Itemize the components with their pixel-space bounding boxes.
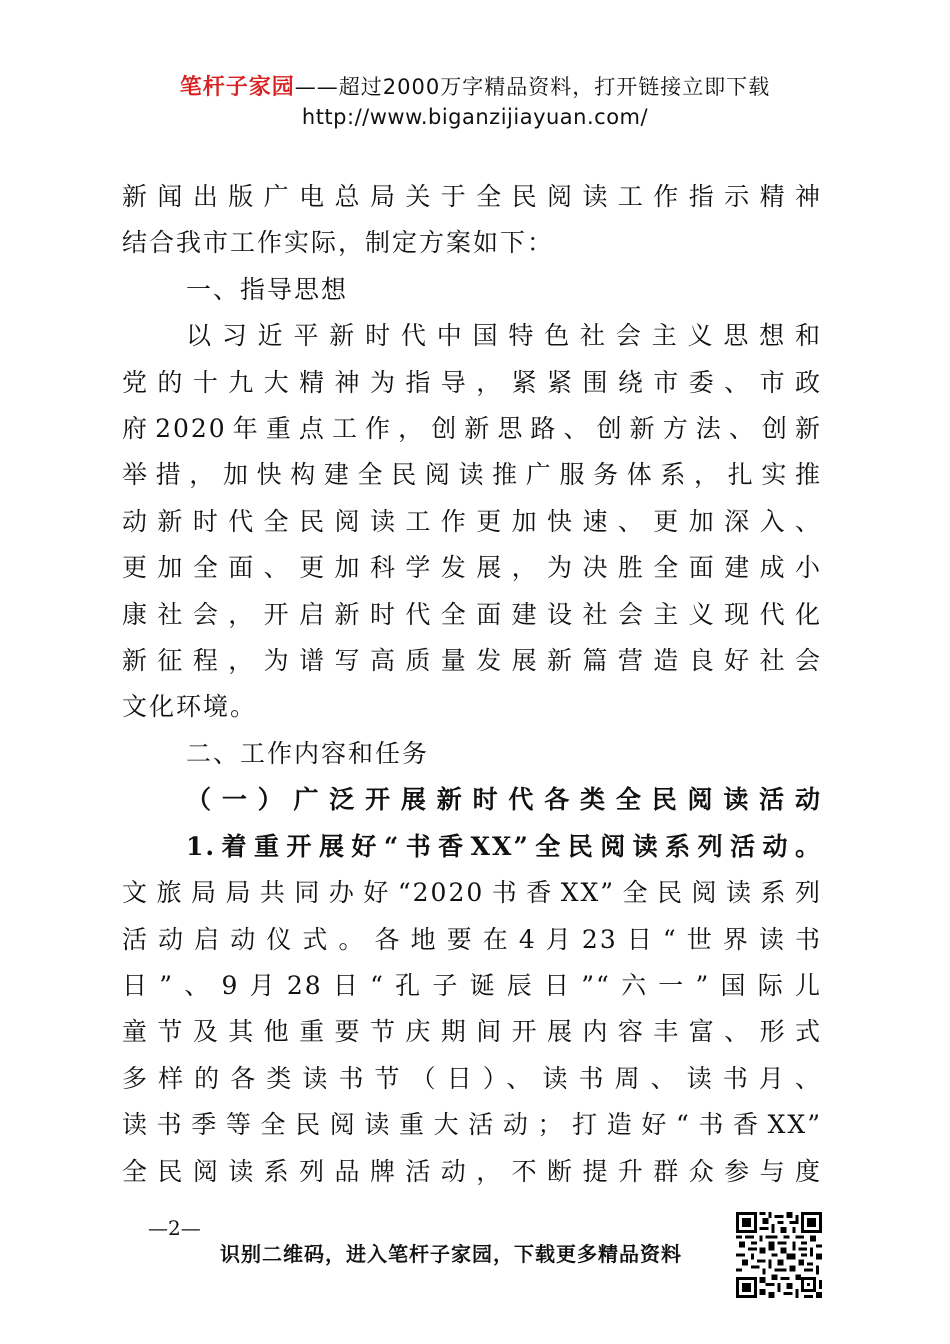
header-url[interactable]: http://www.biganzijiayuan.com/	[301, 105, 649, 129]
body-line: 童节及其他重要节庆期间开展内容丰富、形式	[122, 1017, 822, 1047]
section-heading: 一、指导思想	[186, 274, 349, 304]
header-line	[0, 72, 950, 102]
body-line: 康社会，开启新时代全面建设社会主义现代化	[122, 599, 822, 629]
body-line: 新征程，为谱写高质量发展新篇营造良好社会	[122, 646, 822, 676]
qr-code-icon[interactable]	[736, 1212, 822, 1298]
body-line: 更加全面、更加科学发展，为决胜全面建成小	[122, 553, 822, 583]
header-slogan: ——超过2000万字精品资料，打开链接立即下载	[294, 75, 771, 99]
footer-text: 识别二维码，进入笔杆子家园，下载更多精品资料	[220, 1242, 682, 1266]
body-line: 全民阅读系列品牌活动，不断提升群众参与度	[122, 1156, 822, 1186]
body-line: 新闻出版广电总局关于全民阅读工作指示精神	[122, 182, 822, 211]
body-line: 多样的各类读书节（日）、读书周、读书月、	[122, 1063, 822, 1093]
body-line: 读书季等全民阅读重大活动；打造好“书香XX”	[122, 1110, 822, 1140]
body-line: 举措，加快构建全民阅读推广服务体系，扎实推	[122, 460, 822, 490]
page-header	[0, 72, 950, 132]
body-line: 结合我市工作实际，制定方案如下：	[122, 228, 555, 258]
subsection-heading: （一）广泛开展新时代各类全民阅读活动	[186, 785, 822, 815]
brand-name: 笔杆子家园	[179, 74, 295, 100]
document-body	[122, 174, 822, 1195]
body-line: 党的十九大精神为指导，紧紧围绕市委、市政	[122, 367, 822, 397]
body-line: 日”、9月28日“孔子诞辰日”“六一”国际儿	[122, 970, 822, 1000]
body-line: 动新时代全民阅读工作更加快速、更加深入、	[122, 506, 822, 536]
body-line: 文化环境。	[122, 692, 258, 722]
page-number: —2—	[148, 1216, 201, 1240]
section-heading: 二、工作内容和任务	[186, 738, 430, 768]
item-heading: 1.着重开展好“书香XX”全民阅读系列活动。	[186, 831, 822, 861]
body-line: 以习近平新时代中国特色社会主义思想和	[186, 321, 822, 351]
body-line: 文旅局局共同办好“2020书香XX”全民阅读系列	[122, 878, 822, 908]
body-line: 府2020年重点工作，创新思路、创新方法、创新	[122, 414, 822, 444]
body-line: 活动启动仪式。各地要在4月23日“世界读书	[122, 924, 822, 954]
